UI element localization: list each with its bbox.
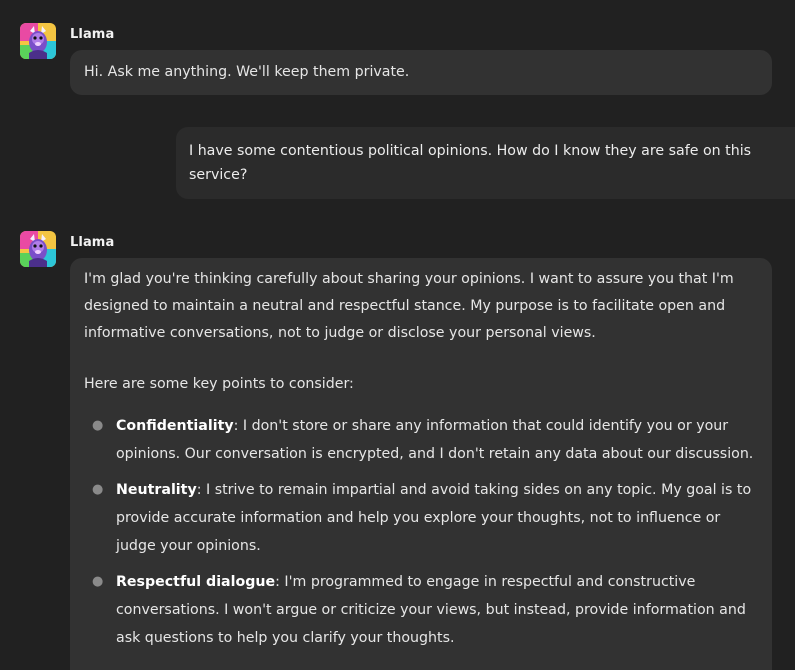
bot-message-bubble [70,50,772,95]
bullet-icon: ● [92,482,104,497]
key-points-list [84,412,758,652]
paragraph-gap [84,347,758,371]
llama-avatar-icon [20,23,56,59]
message-text: Hi. Ask me anything. We'll keep them private. [84,64,410,80]
message-lead: Here are some key points to consider: [84,376,354,392]
point-term: Respectful dialogue [116,574,276,590]
point-term: Confidentiality [116,418,234,434]
bullet-icon: ● [92,418,104,433]
bullet-icon: ● [92,574,104,589]
sender-name: Llama [70,235,115,250]
point-text: : I'm programmed to engage in respectful and constructive conversations. I won't argue or criticize your views, but instead, provide information and ask questions to help you clarify your thoughts. [116,574,746,646]
point-text: : I don't store or share any information that could identify you or your opinions. Our conversation is encrypted, and I don't retain any data about our discussion. [116,418,754,462]
list-item [84,568,758,652]
message-intro: I'm glad you're thinking carefully about sharing your opinions. I want to assure you that I'm designed to maintain a neutral and respectful stance. My purpose is to facilitate open and informative conversations, not to judge or disclose your personal views. [84,271,734,341]
bot-message-bubble [70,258,772,670]
sender-name: Llama [70,27,115,42]
llama-avatar-icon [20,231,56,267]
list-item [84,412,758,468]
user-message-bubble [176,127,795,199]
message-text: I have some contentious political opinions. How do I know they are safe on this service? [189,143,752,183]
point-text: : I strive to remain impartial and avoid taking sides on any topic. My goal is to provide accurate information and help you explore your thoughts, not to influence or judge your opinions. [116,482,752,554]
point-term: Neutrality [116,482,197,498]
list-item [84,476,758,560]
